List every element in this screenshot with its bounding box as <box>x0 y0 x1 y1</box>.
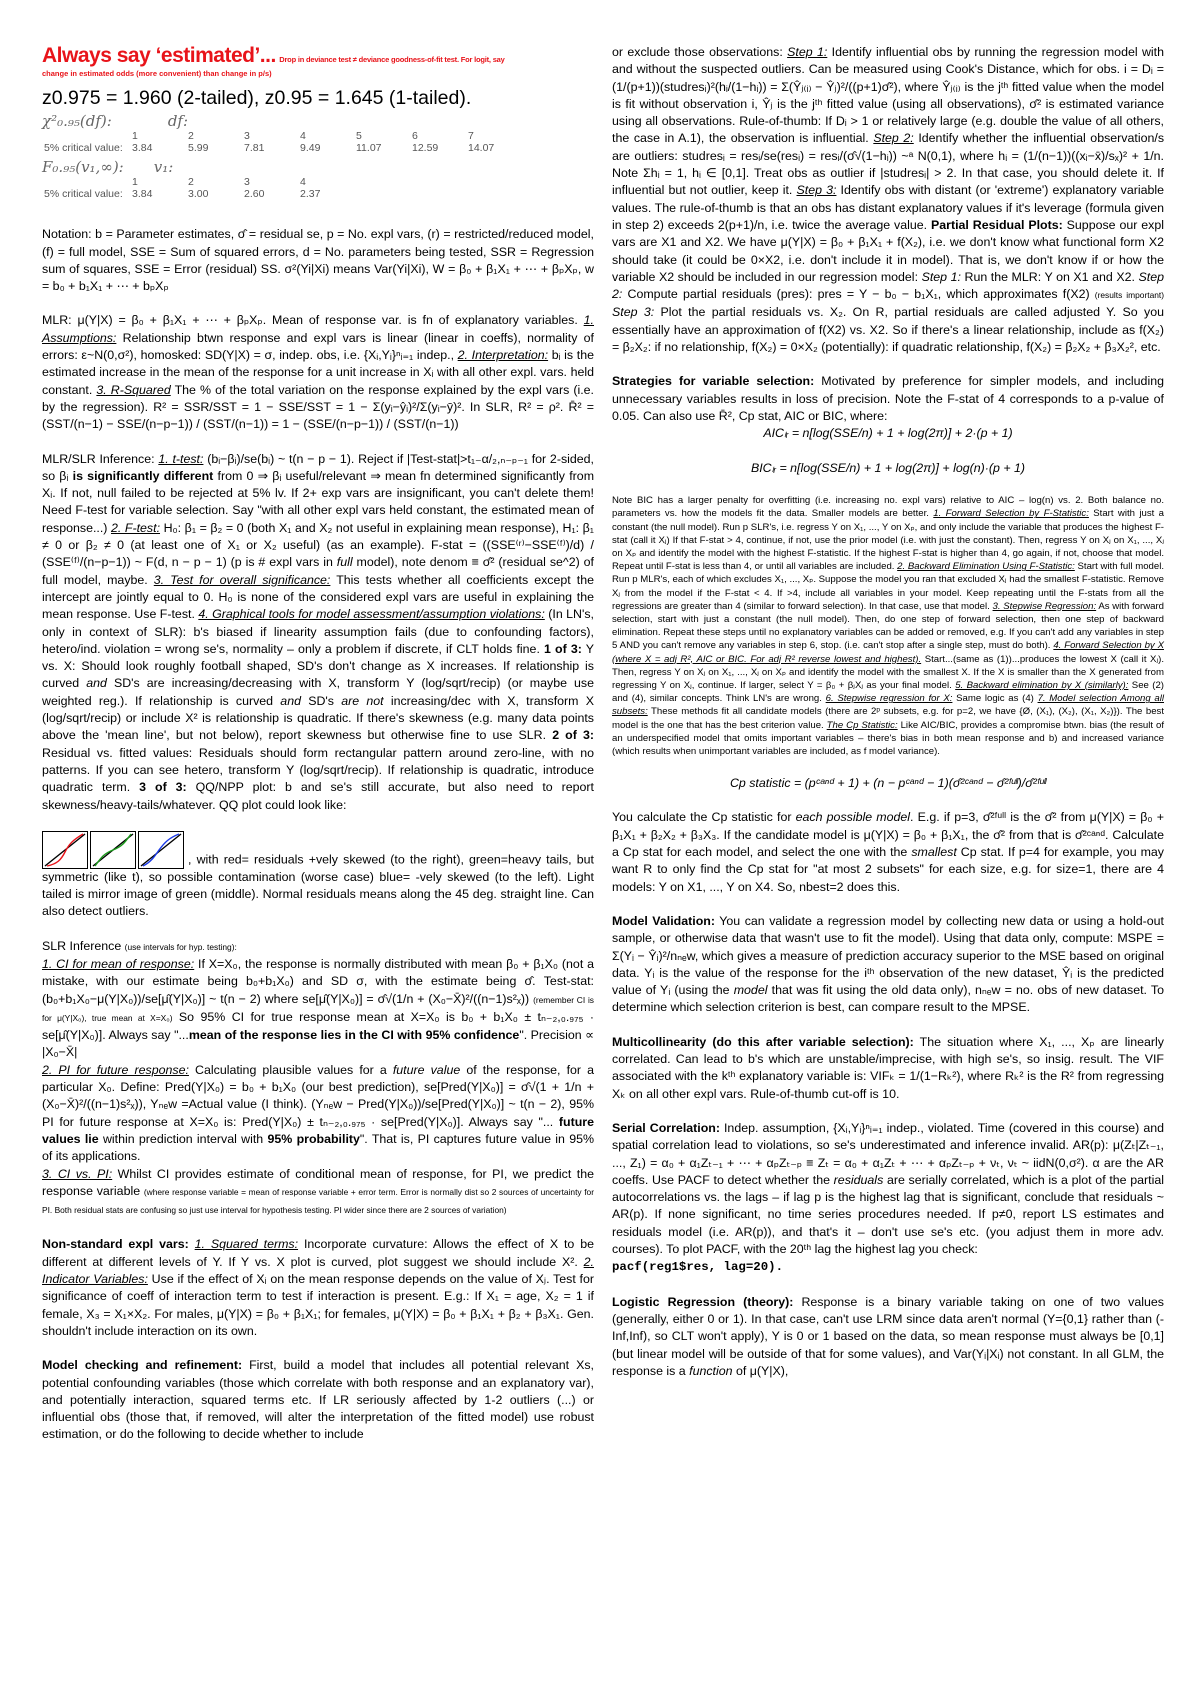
text-run: model <box>733 983 768 998</box>
paragraph <box>42 938 594 1220</box>
bold-text: 2 of 3: <box>552 728 594 743</box>
paragraph <box>42 1357 594 1443</box>
section-heading: 2. Indicator Variables: <box>42 1254 594 1287</box>
text-run: Response is a binary variable taking on one of two values (generally, either 0 or 1). In that case, can't use LRM since data aren't normal (Y={0,1} rather than (-Inf,Inf), so CLT won't apply), Y is 0 or 1 based on the data, so mean response must always be [0,1] (but linear model will be outside of that for some values), and Var(Yᵢ|Xᵢ) not constant. In all GLM, the response is a <box>612 1294 1164 1378</box>
chi_table-df-cell: 1 <box>132 130 138 143</box>
left-column <box>42 44 594 1461</box>
f_table-values-cell: 3.84 <box>132 188 153 201</box>
paragraph <box>42 1236 594 1340</box>
paragraph <box>612 1120 1164 1277</box>
text-run: Calculating plausible values for a <box>188 1062 393 1077</box>
bold-text: Model Validation: <box>612 913 715 928</box>
paragraph <box>612 373 1164 477</box>
f-head: F₀.₉₅(v₁,∞): <box>42 158 124 177</box>
section-heading: 1. Squared terms: <box>194 1237 299 1252</box>
text-run: See (2) and (4), similar concepts. Think LN's are wrong. <box>612 679 1164 705</box>
text-run: that was fit using the old data only), nₙₑw = no. obs of new dataset. To determine which selection criterion is best, can compare result to the MPSE. <box>612 983 1164 1015</box>
text-run: Indep. assumption, {Xᵢ,Yᵢ}ⁿᵢ₌₁ indep., violated. Time (covered in this course) and spatial correlation lead to violations, so se's underestimated and inference invalid. AR(p): μ(Zₜ|Zₜ₋₁, ..., Z₁) = α₀ + α₁Zₜ₋₁ + ⋯ + αₚZₜ₋ₚ ≡ Zₜ = α₀ + α₁Zₜ + ⋯ + αₚZₜ₋ₚ + νₜ, νₜ ~ iidN(0,σ²). α are the AR coeffs. Use PACF to detect whether the <box>612 1120 1164 1187</box>
chi_table-df-cell: 4 <box>300 130 306 143</box>
text-run: smallest <box>911 845 957 860</box>
text-run: (remember CI is for μ(Y|X₀), true mean at X=X₀) <box>42 994 594 1023</box>
f_table-df-cell: 3 <box>244 176 250 189</box>
text-run: and <box>86 676 107 691</box>
text-run: Start...(same as (1))...produces the lowest X (call it Xⱼ). Then, regress Y on Xⱼ on X₁, ..., Xⱼ on Xₚ and identify the model with the smallest X. If the X is smaller than the X generated from regressing Y on Xⱼ, continue. If larger, select Y = β₀ + βⱼXⱼ as your final model. <box>612 653 1164 691</box>
text-run: Identify influential obs by running the regression model with and without the suspected outliers. Can be measured using Cook's Distance, which for obs. i = Dᵢ = (1/(p+1))(studresᵢ)²(hᵢ/(1−hᵢ)) = Σ(Ŷⱼ₍ᵢ₎ − Ŷⱼ)²/((p+1)σ̂²), where Ŷⱼ₍ᵢ₎ is the jᵗʰ fitted value when the model is fit without observation i, Ŷⱼ is the jᵗʰ fitted value (using all observations), σ̂² is estimated variance using all observations. Rule-of-thumb: If Dᵢ > 1 or relatively large (e.g. double the value of all others, the case in A.1), the observation is influential. <box>612 45 1164 146</box>
chi-df-label: df: <box>167 112 189 131</box>
left-body <box>42 226 594 1443</box>
chi_table-df-cell: 3 <box>244 130 250 143</box>
text-run: Use if the effect of Xᵢ on the mean response depends on the value of Xⱼ. Test for significance of coeff of interaction term to test if interaction is present. E.g.: If X₁ = age, X₂ = 1 if female, X₃ = X₁×X₂. For males, μ(Y|X) = β₀ + β₁X₁; for females, μ(Y|X) = β₀ + β₁X₁ + β₂ + β₃X₁. Gen. shouldn't include interaction on its own. <box>42 1272 594 1338</box>
text-run: bᵢ is the estimated increase in the mean of the response for a unit increase in Xᵢ with all other expl. vars. held constant. <box>42 348 594 397</box>
text-run: model), note denom ≡ σ̂² (residual se^2) of full model, maybe. <box>42 555 594 587</box>
right-column <box>612 44 1164 1397</box>
text-run: You calculate the Cp statistic for <box>612 810 796 825</box>
text-run: The situation where X₁, ..., Xₚ are linearly correlated. Can lead to b's which are unstable/imprecise, with high se's, so insig. result. The VIF associated with the kᵗʰ explanatory variable is: VIFₖ = 1/(1−Rₖ²), where Rₖ² is the R² from regressing Xₖ on all other expl vars. Rule-of-thumb cut-off is 10. <box>612 1034 1164 1101</box>
qq-plot-icon <box>42 831 88 869</box>
bold-text: mean of the response lies in the CI with 95% confidence <box>188 1028 520 1043</box>
text-run: (use intervals for hyp. testing): <box>124 941 237 952</box>
text-run: of μ(Y|X), <box>732 1363 789 1378</box>
text-run: MLR/SLR Inference: <box>42 451 159 466</box>
text-run: Whilst CI provides estimate of conditional mean of response, for PI, we predict the response variable <box>42 1166 594 1198</box>
chi_table-values-cell: 14.07 <box>468 142 495 155</box>
text-run: QQ/NPP plot: b and se's still accurate, but also need to report skewness/heavy-tails/whatever. QQ plot could look like: <box>42 780 594 812</box>
page-title: Always say ‘estimated’... <box>42 44 276 67</box>
chi_table-df-cell: 6 <box>412 130 418 143</box>
chi_table-df-cell: 2 <box>188 130 194 143</box>
section-heading: 4. Graphical tools for model assessment/assumption violations: <box>198 607 545 622</box>
section-heading: The Cp Statistic: <box>826 719 898 731</box>
f_table-values-cell: 2.37 <box>300 188 321 201</box>
text-run: each possible model <box>795 810 911 825</box>
text-run: . E.g. if p=3, σ̂²ᶠᵘˡˡ is the σ̂² from μ(Y|X) = β₀ + β₁X₁ + β₂X₂ + β₃X₃. If the candidate model is μ(Y|X) = β₀ + β₁X₁, the σ̂² from that is σ̂²ᶜᵃⁿᵈ. Calculate a Cp stat for each model, and select the one with the <box>612 810 1164 860</box>
text-run: are serially correlated, which is a plot of the partial autocorrelations vs. the lags – if lag p is the highest lag that is significant, conclude that residuals ~ AR(p). If none significant, no time series procedures needed. If p≠0, report LS estimates and residuals model (i.e. AR(p)), and that's it – don't use se's etc. (you adjust them in more adv. courses). To plot PACF, with the 20ᵗʰ lag the highest lag you check: <box>612 1172 1164 1257</box>
f_table-df-cell: 2 <box>188 176 194 189</box>
section-heading: 1. CI for mean of response: <box>42 956 195 971</box>
text-run: SD's are increasing/decreasing with X, transform Y (log/sqrt/recip) (or maybe use weighted reg.). If relationship is curved <box>42 676 594 708</box>
bold-text: Partial Residual Plots: <box>931 217 1063 232</box>
text-run: or exclude those observations: <box>612 45 788 59</box>
bold-text: 1 of 3: <box>544 641 582 656</box>
bold-text: Non-standard expl vars: <box>42 1237 189 1252</box>
section-heading: 1. Forward Selection by F-Statistic: <box>933 508 1089 520</box>
bold-text: Model checking and refinement: <box>42 1358 243 1373</box>
text-run: residuals <box>833 1172 884 1187</box>
text-run: of the response, for a particular X₀. Define: Pred(Y|X₀) = b₀ + b₁X₀ (our best prediction), se[Pred(Y|X₀)] = σ̂√(1 + 1/n + (X₀−X̄)²/((n−1)s²ₓ)), Yₙₑw =Actual value (I think). (Yₙₑw − Pred(Y|X₀))/se[Pred(Y|X₀)] ~ t(n − 2), 95% PI for future response at X=X₀ is: Pred(Y|X₀) ± tₙ₋₂,₀.₉₇₅ · se[Pred(Y|X₀)]. Always say "... <box>42 1062 594 1129</box>
text-run: (results important) <box>1094 290 1165 301</box>
text-run: Identify whether the influential observation/s are outliers: studresᵢ = resᵢ/se(resᵢ) = resᵢ/(σ̂√(1−hᵢ)) ~ᵃ N(0,1), where hᵢ = (1/(n−1))((xᵢ−x̄)/sₓ)² + 1/n. Note Σhᵢ = 1, hᵢ ∈ [0,1]. Treat obs as outlier if |studresᵢ| > 2. In that case, you should delete it. If influential but not outlier, keep it. <box>612 131 1165 198</box>
paragraph <box>612 494 1164 758</box>
title-block <box>42 44 594 80</box>
f-row-label: 5% critical value: <box>44 188 123 201</box>
text-run: So 95% CI for true response mean at X=X₀ is b₀ + b₁X₀ ± tₙ₋₂,₀.₉₇₅ · se[μ̂(Y|X₀)]. Always say "... <box>42 1009 594 1043</box>
section-heading: 3. CI vs. PI: <box>42 1166 113 1181</box>
text-run: SLR Inference <box>42 938 125 953</box>
chi_table-values-cell: 7.81 <box>244 142 265 155</box>
bold-text: Logistic Regression (theory): <box>612 1294 794 1309</box>
text-run: within prediction interval with <box>98 1131 268 1146</box>
text-run: Run the MLR: Y on X1 and X2. <box>960 269 1139 284</box>
text-run: Compute partial residuals (pres): pres = Y − b₀ − b₁X₁, which approximates f(X2) <box>622 287 1095 302</box>
text-run: ". Precision ∝ |X₀−X̄| <box>42 1028 594 1060</box>
chi-row-label: 5% critical value: <box>44 142 123 155</box>
f_table-df-cell: 4 <box>300 176 306 189</box>
text-run: Y vs. X: Should look roughly football shaped, SD's don't change as X increases. If relationship is curved <box>42 641 594 691</box>
text-run: Plot the partial residuals vs. X₂. On R, partial residuals are called adjusted Y. So you essentially have an approximation of f(X2) vs. X2. So if there's a linear relationship, include as f(X₂) = β₂X₂: if no relationship, f(X₂) = 0×X₂ (potentially): if quadratic relationship, f(X₂) = β₂X₂ + β₃X₂², etc. <box>612 305 1164 355</box>
text-run: The % of the total variation on the response explained by the expl vars (i.e. by the regression). R² = SSR/SST = 1 − SSE/SST = 1 − Σ(yᵢ−ŷᵢ)²/Σ(yᵢ−ȳ)². In SLR, R² = ρ². R̄² = (SST/(n−1) − SSE/(n−p−1)) / (SST/(n−1)) = 1 − (SSE/(n−p−1)) / (SST/(n−1)) <box>42 382 594 432</box>
text-run: and <box>280 693 301 708</box>
paragraph <box>42 831 594 921</box>
section-heading: 4. Forward Selection by X (where X = adj R², AIC or BIC. For adj R² reverse lowest and highest). <box>612 640 1164 665</box>
f_table-df-cell: 1 <box>132 176 138 189</box>
text-run: Step 2: <box>612 269 1164 302</box>
text-run: AICₗᵣ = n[log(SSE/n) + 1 + log(2π)] + 2·(p + 1) <box>763 426 1013 441</box>
title-note-2: change in estimated odds (more convenient) than change in p/s) <box>42 69 272 79</box>
bold-text: Multicollinearity (do this after variable selection): <box>612 1034 914 1049</box>
qq-plot-icon <box>138 831 184 869</box>
paragraph <box>42 226 594 295</box>
chi_table-values-cell: 12.59 <box>412 142 439 155</box>
section-heading: 2. PI for future response: <box>42 1062 189 1077</box>
text-run: from 0 ⇒ βᵢ useful/relevant ⇒ mean fn determined significantly from Xᵢ. If not, null failed to be rejected at 5% lv. If 2+ exp vars are insignificant, you can't delete them! Need F-test for variable selection. Say "with all other expl vars held constant, the estimated mean of response...) <box>42 468 595 535</box>
paragraph <box>612 809 1164 895</box>
section-heading: 3. R-Squared <box>96 382 171 397</box>
text-run: future value <box>392 1062 461 1077</box>
section-heading: Step 1: <box>787 45 828 59</box>
text-run: full <box>336 555 353 570</box>
text-run: MLR: μ(Y|X) = β₀ + β₁X₁ + ⋯ + βₚXₚ. Mean of response var. is fn of explanatory variables. <box>42 313 584 328</box>
chi_table-df-cell: 5 <box>356 130 362 143</box>
text-run: Cp statistic = (pᶜᵃⁿᵈ + 1) + (n − pᶜᵃⁿᵈ − 1)(σ̂²ᶜᵃⁿᵈ − σ̂²ᶠᵘˡˡ)/σ̂²ᶠᵘˡˡ <box>729 776 1047 791</box>
text-run: As with forward selection, start with just a constant (the null model). Then, do one step of forward selection, then one step of backward elimination. Repeat these steps until no explanatory variables can be added or removed, e.g. If you can't add any variables in step 5 AND you can't remove any variables in step 6, stop. (i.e. can't stop after a single step, must do both). <box>612 600 1165 652</box>
text-run: BICₗᵣ = n[log(SSE/n) + 1 + log(2π)] + log(n)·(p + 1) <box>750 460 1026 475</box>
paragraph <box>612 1034 1164 1103</box>
text-run: Start with just a constant (the null model). Run p SLR's, i.e. regress Y on X₁, ..., Y on Xₚ, and only include the variable that produces the highest F-stat (call it Xⱼ) If that F-stat > 4, continue, if not, use the prior model (i.e. with just the constant). Then, regress Y on Xⱼ on X₁, ..., Xⱼ on Xₚ and identify the model with the highest F-statistic. If the highest F-stat is higher than 4, go again, if not, choose that model. Repeat until F-stat is less than 4, or until all variables are included. <box>612 508 1165 573</box>
z-values: z0.975 = 1.960 (2-tailed), z0.95 = 1.645 (1-tailed). <box>42 87 472 110</box>
text-run: Identify obs with distant (or 'extreme') explanatory variable values. The rule-of-thumb is that an obs has distant explanatory values if it's leverage (formula given in step 2) exceeds 2(p+1)/n, i.e. twice the average value. <box>612 183 1165 232</box>
chi_table-values-cell: 3.84 <box>132 142 153 155</box>
right-body <box>612 44 1164 1380</box>
text-run: Incorporate curvature: Allows the effect of X to be different at different levels of Y. If Y vs. X plot is curved, plot suggest we should include X². <box>42 1237 594 1269</box>
section-heading: Step 2: <box>873 131 914 146</box>
paragraph <box>42 451 594 814</box>
text-run: , with red= residuals +vely skewed (to the right), green=heavy tails, but symmetric (like t), so possible contamination (worse case) blue= -vely skewed (to the left). Light tailed is mirror image of green (middle). Normal residuals means along the 45 deg. straight line. Can also detect outliers. <box>42 852 594 919</box>
chi_table-values-cell: 11.07 <box>356 142 382 155</box>
bold-text: Serial Correlation: <box>612 1120 720 1135</box>
text-run: ". That is, PI captures future value in 95% of its applications. <box>42 1131 595 1164</box>
f_table-values-cell: 2.60 <box>244 188 265 201</box>
text-run: (bᵢ−βᵢ)/se(bᵢ) ~ t(n − p − 1). Reject if |Test-stat|>t₁₋α/₂,ₙ₋ₚ₋₁ for 2-sided, so βᵢ <box>42 451 595 483</box>
text-run: Start with full model. Run p MLR's, each of which excludes X₁, ..., Xₚ. Suppose the model you ran that excluded Xⱼ had the smallest F-statistic. Remove Xⱼ from the model if the F-stat < 4. If >4, include all variables in your model. Keep repeating until the F-stats from all the regressions are greater than 4 (similar to forward selection). In that case, use that model. <box>612 561 1164 612</box>
title-note: Drop in deviance test ≠ deviance goodness-of-fit test. For logit, say <box>279 55 505 64</box>
paragraph <box>612 913 1164 1017</box>
f-df-label: v₁: <box>153 158 174 177</box>
text-run: Suppose our expl vars are X1 and X2. We have μ(Y|X) = β₀ + β₁X₁ + f(X₂), i.e. we don't know what functional form X2 should take (it could be 0×X2, i.e. don't include it in model). That is, we don't know if or how the variable X2 should be included in our regression model: <box>612 217 1165 284</box>
text-run: Step 3: <box>612 305 655 320</box>
paragraph <box>612 1294 1164 1380</box>
chi_table-values-cell: 5.99 <box>188 142 209 155</box>
f-table <box>42 158 594 200</box>
section-heading: 2. F-test: <box>111 520 161 535</box>
text-run: You can validate a regression model by collecting new data or using a hold-out sample, or otherwise data that wasn't use to fit the model). Using that data only, compute: MSPE = Σ(Yᵢ − Ŷᵢ)²/nₙₑw, which gives a measure of prediction accuracy superior to the MSE based on original data. Yᵢ is the value of the response for the iᵗʰ observation of the new dataset, Ŷᵢ is the predicted value of Yᵢ (using the <box>612 913 1164 998</box>
text-run: If X=X₀, the response is normally distributed with mean β₀ + β₁X₀ (not a mistake, with our estimate being b₀+b₁X₀) and SD σ, with the estimate being σ̂. Test-stat: (b₀+b₁X₀−μ(Y|X₀))/se[μ̂(Y|X₀)] ~ t(n − 2) where se[μ̂(Y|X₀)] = σ̂√(1/n + (X₀−X̄)²/((n−1)s²ₓ)) <box>42 956 595 1006</box>
chi_table-df-cell: 7 <box>468 130 474 143</box>
paragraph <box>42 312 594 433</box>
paragraph <box>612 775 1164 792</box>
section-heading: 3. Test for overall significance: <box>153 572 331 587</box>
bold-text: future values lie <box>42 1114 594 1146</box>
text-run: SD's <box>300 693 342 708</box>
qq-plot-examples <box>42 831 184 869</box>
section-heading: Step 3: <box>796 183 837 198</box>
text-run: Same logic as (4) <box>952 693 1038 705</box>
chi-square-table <box>42 112 594 154</box>
section-heading: 5. Backward elimination by X (similarly): <box>955 679 1129 691</box>
text-run: Cp stat. If p=4 for example, you may want R to only find the Cp stat for "at most 2 subsets" for each size, e.g. for size=1, there are 4 models: Y on X1, ..., Y on X4. So, nbest=2 does this. <box>612 845 1164 894</box>
section-heading: 3. Stepwise Regression: <box>992 600 1097 612</box>
text-run: are not <box>341 693 384 708</box>
section-heading: 2. Interpretation: <box>457 348 549 363</box>
bold-text: 95% probability <box>267 1131 360 1146</box>
text-run: (In LN's, only in context of SLR): b's biased if linearity assumption fails (due to confounding factors), hetero/ind. violation = wrong se's, normality – only a problem if discrete, if CLT holds fine. <box>42 607 594 656</box>
text-run: H₀: β₁ = β₂ = 0 (both X₁ and X₂ not useful in explaining mean response), H₁: β₁ ≠ 0 or β₂ ≠ 0 (at least one of X₁ or X₂ useful) (as an example). F-stat = ((SSE⁽ʳ⁾−SSE⁽ᶠ⁾)/d) / (SSE⁽ᶠ⁾/(n−p−1)) ~ F(d, n − p − 1) (p is # expl vars in <box>42 520 594 570</box>
bold-text: Strategies for variable selection: <box>612 374 815 389</box>
text-run: This tests whether all coefficients except the intercept are jointly equal to 0. H₀ is none of the considered expl vars are useful in explaining the mean response. Use F-test. <box>42 572 594 622</box>
text-run: Step 1: <box>921 269 961 284</box>
text-run: Like AIC/BIC, provides a compromise btwn. bias (the result of an underspecified model that omits important variables – there's bias in both mean response and b) and increased variance (which results when unimportant variables are included, as f model variance). <box>612 719 1164 757</box>
code-text: pacf(reg1$res, lag=20). <box>612 1260 784 1275</box>
f_table-values-cell: 3.00 <box>188 188 209 201</box>
text-run: Note BIC has a larger penalty for overfitting (i.e. increasing no. expl vars) relative to AIC – log(n) vs. 2. Both balance no. parameters vs. how the models fit the data. Smaller models are better. <box>612 495 1164 520</box>
section-heading: 7. Model selection Among all subsets: <box>612 693 1164 718</box>
chi-head: χ²₀.₉₅(df): <box>42 112 112 131</box>
text-run: Motivated by preference for simpler models, and including unnecessary variables results in loss of precision. Note the F-stat of 4 corresponds to a p-value of 0.05. Can also use R̄², Cp stat, AIC or BIC, where: <box>612 374 1164 423</box>
section-heading: 1. Assumptions: <box>42 313 594 345</box>
text-run: These methods fit all candidate models (there are 2ᵖ subsets, e.g. for p=2, we have {Ø, (X₁), (X₂), (X₁, X₂)}). The best model is the one that has the best criterion value. <box>612 706 1164 731</box>
text-run: increasing/dec with X, transform X (log/sqrt/recip) or include X² is relationship is quadratic. If there's skewness (e.g. many data points above the 'mean line', but not below), report skewness but otherwise fine to use SLR. <box>42 693 594 743</box>
section-heading: 6. Stepwise regression for X: <box>825 693 953 705</box>
bold-text: 3 of 3: <box>139 780 187 795</box>
bold-text: is significantly different <box>72 468 214 483</box>
text-run: (where response variable = mean of response variable + error term. Error is normally dist so 2 sources of uncertainty for PI. Both residual stats are confusing so just use interval for hypothesis testing. PI wider since there are 2 sources of variation) <box>42 1186 594 1216</box>
text-run: function <box>689 1363 733 1378</box>
text-run: Notation: b = Parameter estimates, σ̂ = residual se, p = No. expl vars, (r) = restricted/reduced model, (f) = full model, SSE = Sum of squared errors, d = No. parameters being tested, SSR = Regression sum of squares, SSE = Error (residual) SS. σ²(Yi|Xi) means Var(Yi|Xi), W = β₀ + β₁X₁ + ⋯ + βₚXₚ, w = b₀ + b₁X₁ + ⋯ + bₚXₚ <box>42 227 594 294</box>
section-heading: 2. Backward Elimination Using F-Statistic: <box>897 561 1075 573</box>
text-run: Residual vs. fitted values: Residuals should form rectangular pattern around zero-line, with no patterns. If you can see hetero, transform Y (log/sqrt/recip). If relationship is quadratic, introduce quadratic term. <box>42 745 594 795</box>
section-heading: 1. t-test: <box>158 451 204 466</box>
text-run: First, build a model that includes all potential relevant Xs, potential confounding variables (those which correlate with both response and an explanatory var), and potentially interaction, squared terms etc. If LR seriously affected by 1-2 outliers (...) or influential obs (those that, if removed, will alter the interpretation of the fitted model) use robust estimation, or do the following to decide whether to include <box>42 1358 594 1442</box>
chi_table-values-cell: 9.49 <box>300 142 321 155</box>
text-run: Relationship btwn response and expl vars is linear (linear in coeffs), normality of errors: ε~N(0,σ²), homosked: SD(Y|X) = σ, indep. obs, i.e. {Xᵢ,Yᵢ}ⁿᵢ₌₁ indep., <box>42 330 594 363</box>
qq-plot-icon <box>90 831 136 869</box>
paragraph <box>612 44 1164 356</box>
